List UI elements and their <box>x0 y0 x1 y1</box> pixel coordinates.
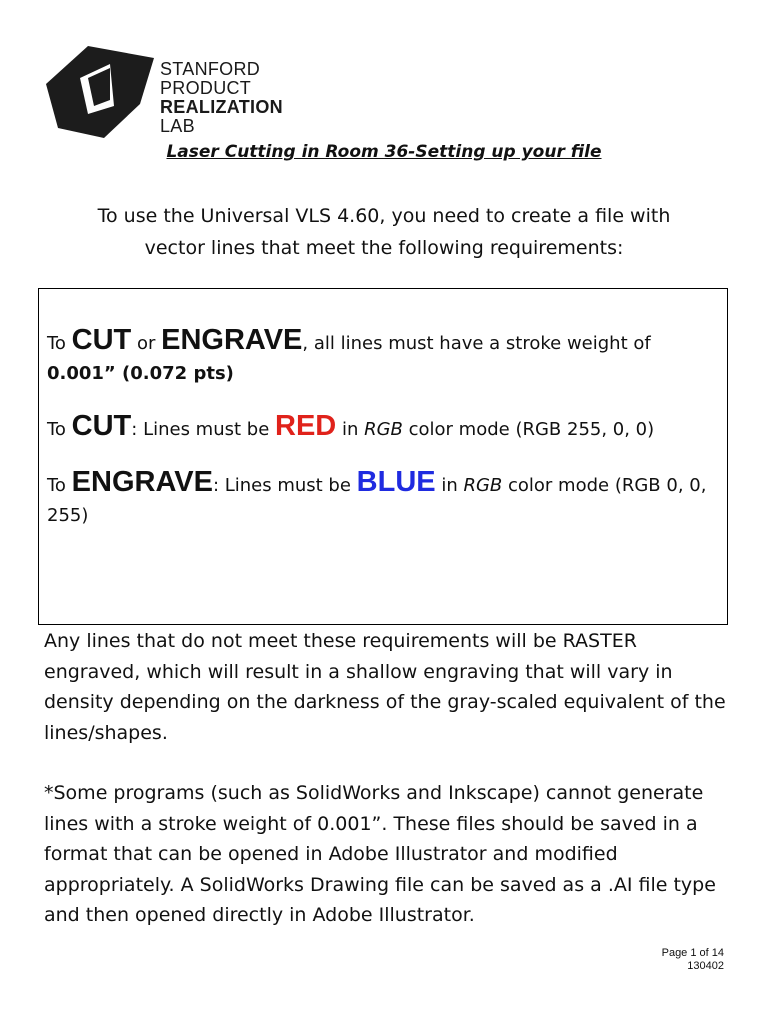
requirements-box <box>38 288 728 625</box>
page-number: Page 1 of 14 <box>661 947 724 959</box>
req2-pre: : Lines must be <box>131 419 275 440</box>
req3-mode: RGB <box>463 475 503 496</box>
req1-rest: , all lines must have a stroke weight of <box>302 333 651 354</box>
req3-engrave-word: ENGRAVE <box>71 466 213 498</box>
req1-to: To <box>47 333 72 354</box>
document-code: 130402 <box>687 960 724 972</box>
req2-cut-word: CUT <box>71 410 132 442</box>
req3-pre: : Lines must be <box>212 475 357 496</box>
logo-line-product: PRODUCT <box>160 78 252 98</box>
req2-post: color mode (RGB 255, 0, 0) <box>402 419 655 440</box>
logo-line-lab: LAB <box>160 116 195 136</box>
req1-or: or <box>131 333 162 354</box>
logo-line-realization: REALIZATION <box>160 97 283 117</box>
req3-post: color mode (RGB 0, 0, 255) <box>47 475 707 526</box>
req3-in: in <box>435 475 464 496</box>
raster-note-paragraph: Any lines that do not meet these requirements will be RASTER engraved, which will result in a shallow engraving that will vary in density depending on the darkness of the gray-scaled equivalent of the lines/shapes. <box>44 630 726 744</box>
req2-mode: RGB <box>364 419 403 440</box>
req1-cut-word: CUT <box>71 324 132 356</box>
req2-in: in <box>336 419 365 440</box>
requirement-stroke-weight <box>47 325 719 389</box>
req2-color-red: RED <box>275 410 337 442</box>
intro-text <box>40 200 728 264</box>
logo-line-stanford: STANFORD <box>160 59 261 79</box>
req1-weight-value: 0.001” (0.072 pts) <box>47 363 234 384</box>
req3-to: To <box>47 475 72 496</box>
software-note-paragraph: *Some programs (such as SolidWorks and Inkscape) cannot generate lines with a stroke weight of 0.001”. These files should be saved in a format that can be opened in Adobe Illustrator and modified appropriately. A SolidWorks Drawing file can be saved as a .AI file type and then opened directly in Adobe Illustrator. <box>44 782 716 926</box>
page-footer <box>662 947 724 973</box>
requirement-engrave-blue <box>47 467 719 531</box>
req3-color-blue: BLUE <box>356 466 436 498</box>
requirement-cut-red <box>47 411 719 445</box>
intro-line-2: vector lines that meet the following requirements: <box>144 237 624 259</box>
req2-to: To <box>47 419 72 440</box>
req1-engrave-word: ENGRAVE <box>161 324 303 356</box>
document-title: Laser Cutting in Room 36-Setting up your file <box>166 142 602 162</box>
logo-wordmark <box>160 60 283 136</box>
intro-line-1: To use the Universal VLS 4.60, you need to create a file with <box>97 205 671 227</box>
stanford-prl-logo-icon <box>44 44 154 140</box>
